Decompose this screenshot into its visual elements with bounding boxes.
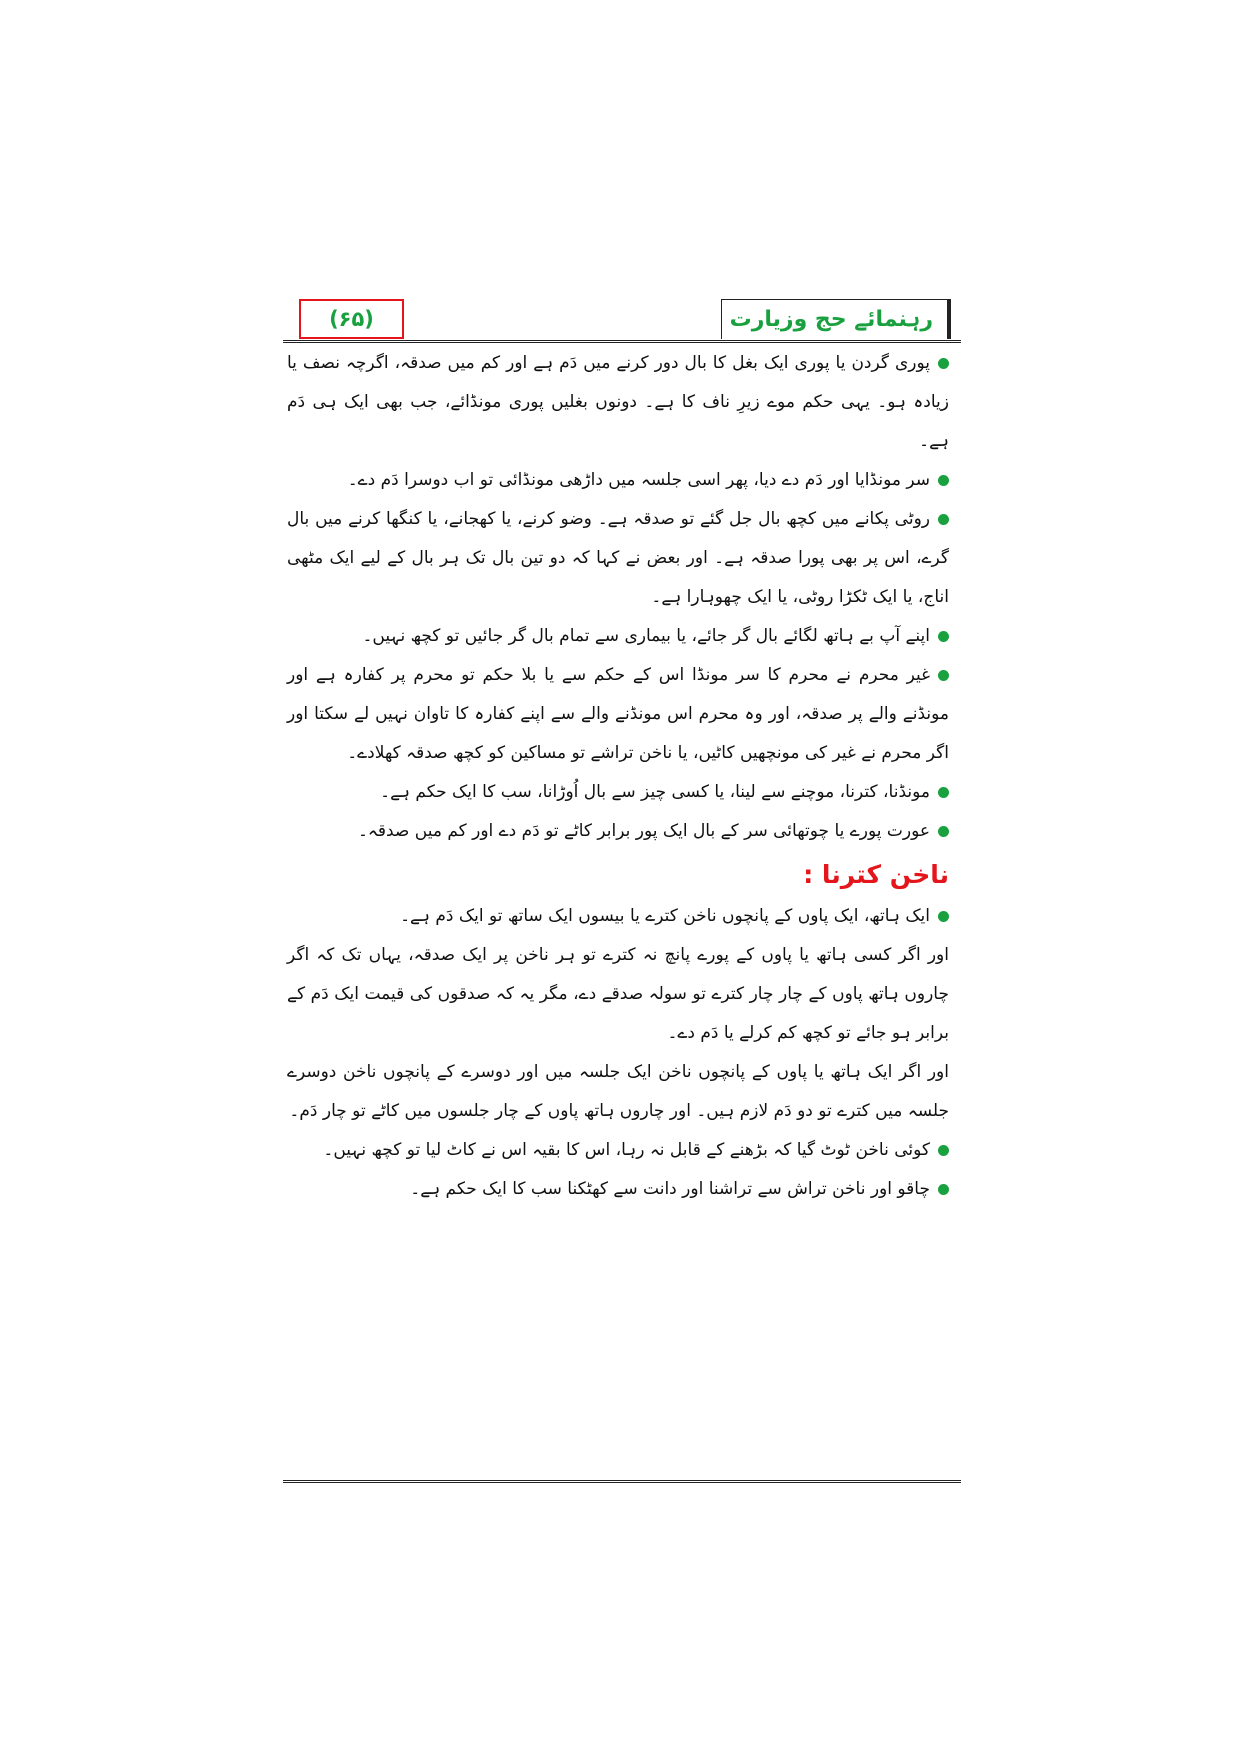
bullet-icon: [938, 514, 949, 525]
list-item-text: غیر محرم نے محرم کا سر مونڈا اس کے حکم سے یا بلا حکم تو محرم پر کفارہ ہے اور مونڈنے والے پر صدقہ، اور وہ محرم اس مونڈنے والے سے اپنے کفارہ کا تاوان نہیں لے سکتا اور اگر محرم نے غیر کی مونچھیں کاٹیں، یا ناخن تراشے تو مساکین کو کچھ صدقہ کھلادے۔: [287, 665, 949, 763]
list-item-text: پوری گردن یا پوری ایک بغل کا بال دور کرنے میں دَم ہے اور کم میں صدقہ، اگرچہ نصف یا زیادہ ہو۔ یہی حکم موے زیرِ ناف کا ہے۔ دونوں بغلیں پوری مونڈائے، جب بھی ایک ہی دَم ہے۔: [287, 353, 949, 451]
bullet-icon: [938, 1184, 949, 1195]
list-item-text: ایک ہاتھ، ایک پاوں کے پانچوں ناخن کترے یا بیسوں ایک ساتھ تو ایک دَم ہے۔: [400, 906, 930, 926]
paragraph: اور اگر ایک ہاتھ یا پاوں کے پانچوں ناخن ایک جلسہ میں اور دوسرے کے پانچوں ناخن دوسرے جلسہ میں کترے تو دو دَم لازم ہیں۔ اور چاروں ہاتھ پاوں کے چار جلسوں میں کاٹے تو چار دَم۔: [287, 1062, 949, 1121]
page-header: [283, 294, 961, 342]
list-item: [287, 344, 949, 461]
list-item-text: مونڈنا، کترنا، موچنے سے لینا، یا کسی چیز سے بال اُوڑانا، سب کا ایک حکم ہے۔: [380, 782, 930, 802]
list-item: [287, 897, 949, 936]
paragraph: اور اگر کسی ہاتھ یا پاوں کے پورے پانچ نہ کترے تو ہر ناخن پر ایک صدقہ، یہاں تک کہ اگر چاروں ہاتھ پاوں کے چار چار کترے تو سولہ صدقے دے، مگر یہ کہ صدقوں کی قیمت ایک دَم کے برابر ہو جائے تو کچھ کم کرلے یا دَم دے۔: [287, 945, 949, 1043]
list-item-text: چاقو اور ناخن تراش سے تراشنا اور دانت سے کھٹکنا سب کا ایک حکم ہے۔: [410, 1179, 930, 1199]
list-item-text: روٹی پکانے میں کچھ بال جل گئے تو صدقہ ہے۔ وضو کرنے، یا کھجانے، یا کنگھا کرنے میں بال گرے، اس پر بھی پورا صدقہ ہے۔ اور بعض نے کہا کہ دو تین بال تک ہر بال کے لیے ایک مٹھی اناج، یا ایک ٹکڑا روٹی، یا ایک چھوہارا ہے۔: [287, 509, 949, 607]
bullet-icon: [938, 358, 949, 369]
book-title: رہنمائے حج وزیارت: [721, 299, 951, 339]
list-item: [287, 1170, 949, 1209]
footer-rule: [283, 1480, 961, 1484]
bullet-icon: [938, 631, 949, 642]
list-item: [287, 773, 949, 812]
bullet-icon: [938, 826, 949, 837]
list-item: [287, 500, 949, 617]
list-item: [287, 812, 949, 851]
bullet-icon: [938, 911, 949, 922]
list-item: [287, 461, 949, 500]
page-number: (۶۵): [299, 299, 404, 339]
list-item-text: کوئی ناخن ٹوٹ گیا کہ بڑھنے کے قابل نہ رہا، اس کا بقیہ اس نے کاٹ لیا تو کچھ نہیں۔: [323, 1140, 930, 1160]
bullet-icon: [938, 787, 949, 798]
list-item: [287, 1131, 949, 1170]
bullet-icon: [938, 475, 949, 486]
list-item-text: اپنے آپ بے ہاتھ لگائے بال گر جائے، یا بیماری سے تمام بال گر جائیں تو کچھ نہیں۔: [362, 626, 930, 646]
list-item-text: عورت پورے یا چوتھائی سر کے بال ایک پور برابر کاٹے تو دَم دے اور کم میں صدقہ۔: [357, 821, 930, 841]
list-item-text: سر مونڈایا اور دَم دے دیا، پھر اسی جلسہ میں داڑھی مونڈائی تو اب دوسرا دَم دے۔: [347, 470, 930, 490]
header-rule: [283, 340, 961, 344]
page-content: [283, 342, 961, 1209]
list-item: [287, 656, 949, 773]
book-page: [283, 294, 961, 1474]
section-heading: ناخن کترنا :: [803, 860, 949, 889]
bullet-icon: [938, 1145, 949, 1156]
bullet-icon: [938, 670, 949, 681]
list-item: [287, 617, 949, 656]
